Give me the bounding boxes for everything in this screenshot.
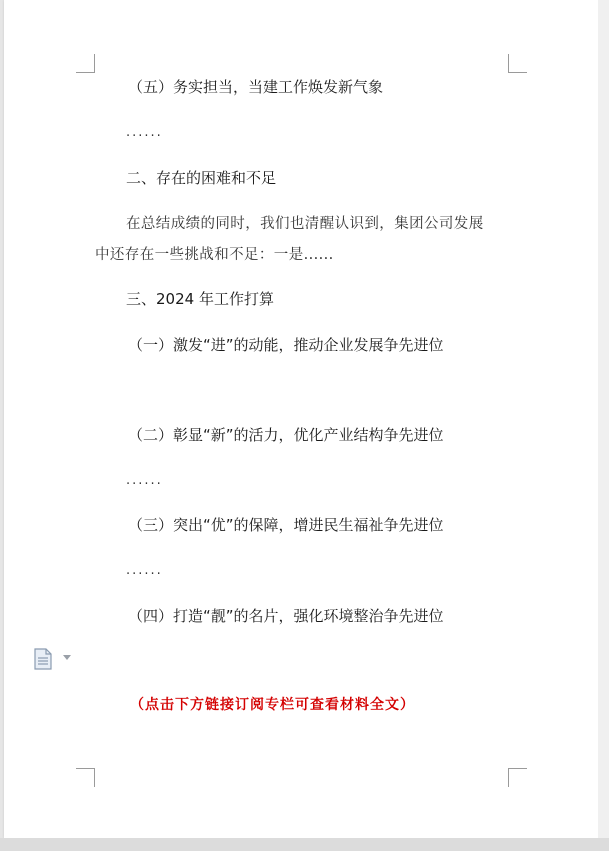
section-heading-plan: 三、2024 年工作打算	[126, 290, 274, 308]
plan-item-2: （二）彰显“新”的活力，优化产业结构争先进位	[128, 426, 444, 444]
margin-corner-bottom-right	[508, 768, 527, 787]
page-gap	[0, 838, 609, 851]
section-heading-difficulties: 二、存在的困难和不足	[126, 169, 277, 187]
plan-item-1: （一）激发“进”的动能，推动企业发展争先进位	[128, 336, 444, 354]
plan-item-4: （四）打造“靓”的名片，强化环境整治争先进位	[128, 607, 444, 625]
margin-corner-top-right	[508, 54, 527, 73]
plan-item-3: （三）突出“优”的保障，增进民生福祉争先进位	[128, 516, 444, 534]
section-heading-5: （五）务实担当，当建工作焕发新气象	[128, 78, 384, 96]
paragraph-line-2: 中还存在一些挑战和不足：一是......	[95, 247, 334, 263]
margin-corner-top-left	[76, 54, 95, 73]
scrollbar-track[interactable]	[598, 0, 609, 851]
ellipsis-2: ......	[126, 473, 163, 488]
document-icon[interactable]	[34, 648, 52, 670]
chevron-down-icon[interactable]	[63, 655, 71, 660]
subscribe-note: （点击下方链接订阅专栏可查看材料全文）	[130, 697, 415, 713]
ellipsis-1: ......	[126, 125, 163, 140]
margin-corner-bottom-left	[76, 768, 95, 787]
ellipsis-3: ......	[126, 563, 163, 578]
paragraph-line-1: 在总结成绩的同时，我们也清醒认识到，集团公司发展	[126, 216, 484, 232]
